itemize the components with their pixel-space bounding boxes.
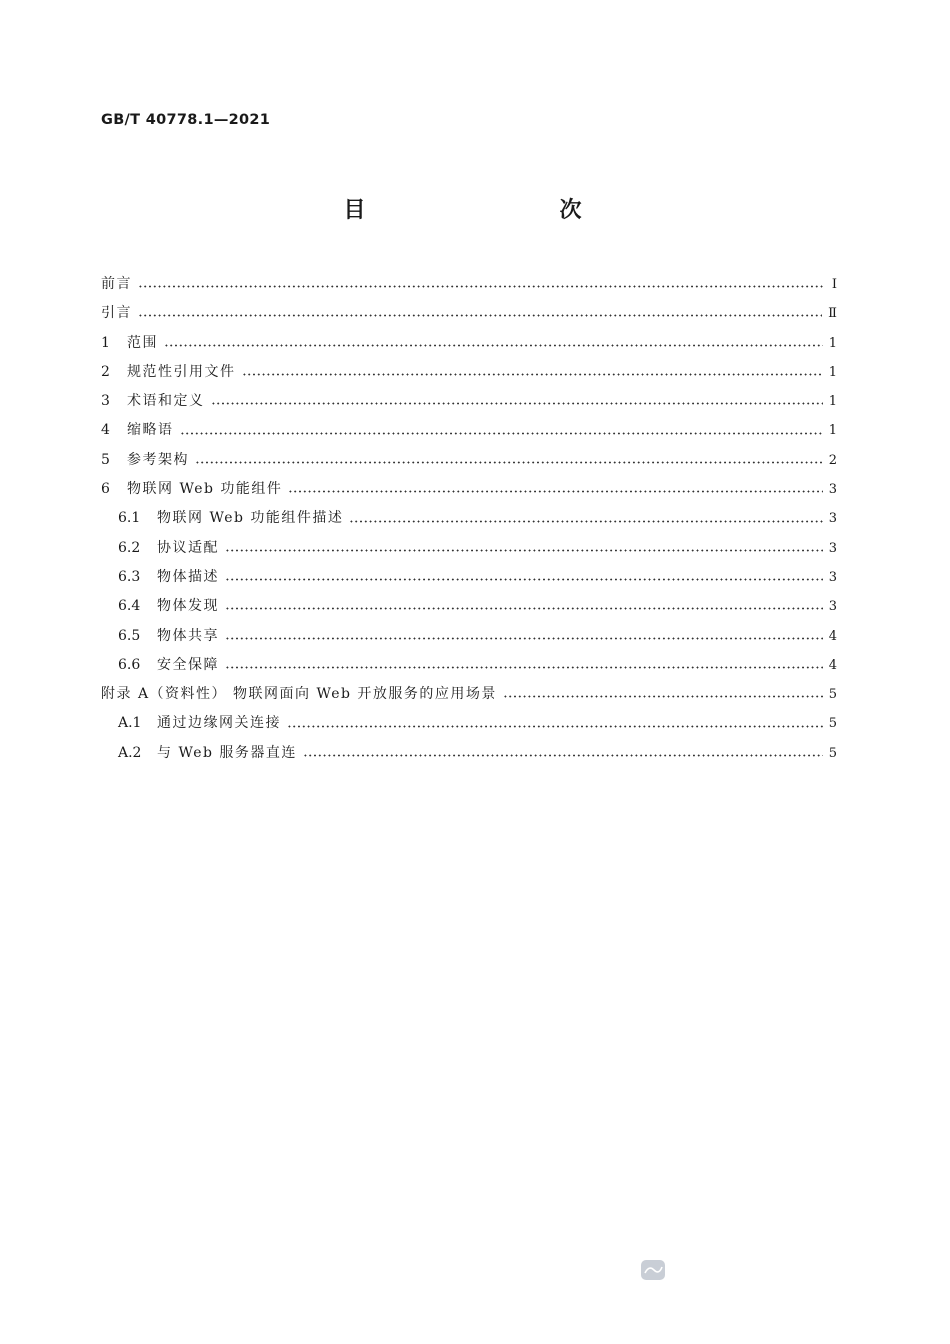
toc-entry[interactable] [101,446,837,475]
toc-entry[interactable] [101,416,837,445]
dot-leader [225,666,823,669]
toc-entry-label: 引言 [101,305,132,322]
toc-entry-page: 3 [828,511,837,527]
toc-entry-page: Ⅱ [828,306,837,322]
toc-entry[interactable] [101,592,837,621]
dot-leader [138,314,822,317]
toc-entry-page: 5 [828,716,837,732]
toc-entry-number: 2 [101,363,110,380]
toc-entry-page: 1 [828,335,837,351]
toc-entry-page: 1 [828,364,837,380]
dot-leader [138,285,823,288]
toc-entry-page: Ⅰ [831,277,837,292]
toc-entry-number: 6 [101,481,110,498]
toc-entry-number: 6.2 [118,539,141,556]
dot-leader [287,725,823,728]
toc-entry[interactable] [101,651,837,680]
dot-leader [503,695,823,698]
toc-entry-page: 3 [828,569,837,585]
toc-entry-label: 与 Web 服务器直连 [157,744,297,761]
toc-entry[interactable] [101,534,837,563]
toc-entry-page: 5 [828,745,837,761]
toc-entry-label: 安全保障 [157,656,219,673]
dot-leader [303,754,823,757]
page-title: 目 次 [343,198,632,223]
toc-entry-label: 物联网 Web 功能组件 [127,481,283,498]
toc-entry-page: 1 [828,423,837,439]
toc-entry-label: 物体共享 [157,627,219,644]
toc-entry-label: 术语和定义 [127,393,205,410]
toc-entry-number: 6.3 [118,568,141,585]
toc-entry-label: 前言 [101,276,132,292]
toc-entry-label: 缩略语 [127,422,174,439]
toc-entry-page: 3 [828,540,837,556]
toc-entry-label: 范围 [127,334,158,351]
toc-entry-label: 物体描述 [157,568,219,585]
toc-entry-page: 3 [828,482,837,498]
toc-entry-number: 6.1 [118,510,141,527]
sac-logo-icon [640,1258,666,1282]
toc-entry-number: A.2 [118,744,142,761]
toc-entry[interactable] [101,299,837,328]
dot-leader [242,373,823,376]
dot-leader [180,432,823,435]
dot-leader [225,578,823,581]
toc-entry[interactable] [101,680,837,709]
toc-entry-page: 1 [828,394,837,410]
toc-entry[interactable] [101,504,837,533]
table-of-contents [101,270,837,768]
toc-entry[interactable] [101,709,837,738]
toc-entry-page: 3 [828,599,837,615]
toc-entry-number: 6.5 [118,627,141,644]
dot-leader [349,520,822,523]
dot-leader [225,607,823,610]
toc-entry[interactable] [101,387,837,416]
toc-entry-number: 4 [101,422,110,439]
toc-entry-number: 1 [101,334,110,351]
dot-leader [164,344,823,347]
toc-entry-page: 5 [828,687,837,703]
dot-leader [195,461,823,464]
toc-entry-page: 4 [828,628,837,644]
toc-entry-number: A.1 [118,715,142,732]
toc-entry-page: 2 [828,452,837,468]
toc-entry-label: 协议适配 [157,539,219,556]
toc-entry-label: 物联网 Web 功能组件描述 [157,510,344,527]
toc-entry-number: 3 [101,393,110,410]
toc-entry[interactable] [101,329,837,358]
toc-entry[interactable] [101,563,837,592]
dot-leader [288,490,822,493]
toc-entry[interactable] [101,622,837,651]
toc-entry-label: 规范性引用文件 [127,363,236,380]
toc-entry-label: 通过边缘网关连接 [157,715,281,732]
dot-leader [211,402,823,405]
toc-entry[interactable] [101,475,837,504]
toc-entry-number: 6.6 [118,656,141,673]
toc-entry-number: 6.4 [118,598,141,615]
toc-entry-label: 参考架构 [127,451,189,468]
standard-code: GB/T 40778.1—2021 [101,112,271,128]
dot-leader [225,549,823,552]
toc-entry[interactable] [101,739,837,768]
dot-leader [225,637,823,640]
toc-entry[interactable] [101,270,837,299]
toc-entry-label: 物体发现 [157,598,219,615]
toc-entry-number: 5 [101,451,110,468]
toc-entry[interactable] [101,358,837,387]
toc-entry-label: 附录 A（资料性） 物联网面向 Web 开放服务的应用场景 [101,686,497,703]
toc-entry-page: 4 [828,657,837,673]
